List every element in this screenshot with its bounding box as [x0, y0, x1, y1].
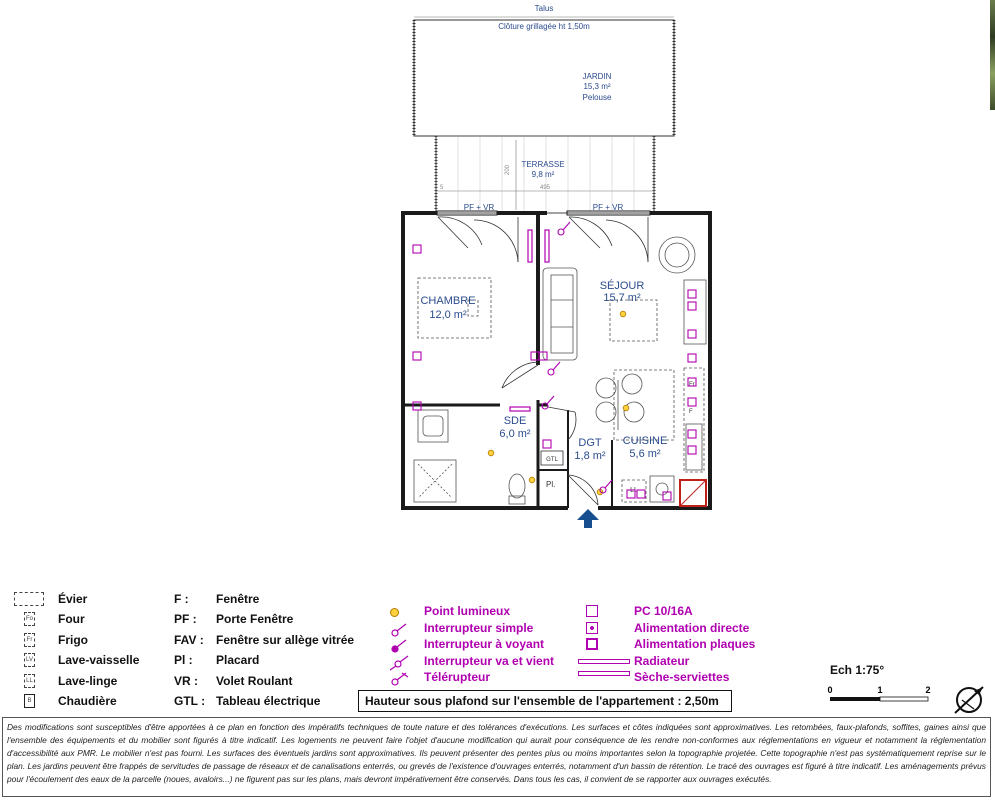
four-icon: Fo — [24, 612, 35, 626]
elec-label-seche-serviettes: Sèche-serviettes — [634, 670, 730, 684]
room-sde-area: 6,0 m² — [499, 428, 531, 440]
abbr-label-f: Fenêtre — [216, 592, 260, 606]
lave-vaisselle-icon: LV — [24, 653, 35, 667]
abbr-label-vr: Volet Roulant — [216, 673, 293, 688]
dining-table-icon — [596, 370, 674, 440]
abbr-code-f: F : — [174, 592, 189, 606]
terrasse-name: TERRASSE — [521, 160, 565, 169]
legend-abbreviations — [174, 589, 364, 711]
terrasse-dim-w: 495 — [539, 185, 551, 191]
elec-label-alimentation-directe: Alimentation directe — [634, 620, 750, 635]
lave-linge-icon: LL — [24, 674, 35, 688]
abbr-label-gtl: Tableau électrique — [216, 693, 321, 708]
elec-label-telerupteur: Télérupteur — [424, 670, 491, 684]
gtl-label: GTL — [546, 457, 558, 463]
ll-label: LL — [630, 487, 638, 494]
abbr-label-fav: Fenêtre sur allège vitrée — [216, 632, 355, 647]
scale-tick-0: 0 — [827, 685, 833, 695]
elec-label-interrupteur-voyant: Interrupteur à voyant — [424, 637, 545, 651]
room-sde-name: SDE — [503, 415, 527, 427]
room-dgt-name: DGT — [578, 437, 602, 449]
room-chambre-name: CHAMBRE — [420, 295, 476, 307]
elec-label-alimentation-plaques: Alimentation plaques — [634, 637, 756, 651]
abbr-code-pf: PF : — [174, 612, 197, 627]
door-swings — [438, 217, 648, 505]
fr-label: Fr — [689, 382, 695, 388]
room-cuisine-name: CUISINE — [622, 435, 668, 447]
abbr-code-fav: FAV : — [174, 632, 204, 647]
radiateur-legend-icon — [578, 659, 630, 664]
legend-label-frigo: Frigo — [58, 632, 88, 647]
elec-label-interrupteur-simple: Interrupteur simple — [424, 620, 534, 635]
evier-icon — [14, 592, 44, 606]
terrasse-dim-small: 5 — [440, 185, 444, 191]
abbr-label-pf: Porte Fenêtre — [216, 612, 294, 627]
elec-label-interrupteur-va-vient: Interrupteur va et vient — [424, 653, 555, 668]
coffee-table-icon — [610, 300, 657, 341]
terrasse-dim-h: 200 — [505, 164, 511, 175]
point-lumineux-legend-icon — [390, 608, 399, 617]
talus-label: Talus — [534, 4, 554, 13]
abbr-code-gtl: GTL : — [174, 693, 206, 708]
elec-label-point-lumineux: Point lumineux — [424, 604, 511, 618]
cloture-label: Clôture grillagée ht 1,50m — [498, 22, 590, 31]
point-lumineux-icon — [488, 311, 629, 495]
exterior-walls — [403, 213, 710, 508]
chaudiere-legend-icon: B — [24, 694, 35, 708]
bed-icon — [418, 278, 491, 338]
frigo-icon: Fr — [24, 633, 35, 647]
elec-label-pc: PC 10/16A — [634, 604, 693, 618]
jardin-sub: Pelouse — [582, 93, 612, 102]
edge-photo-strip — [990, 0, 995, 110]
scale-tick-1: 1 — [877, 685, 883, 695]
elec-label-radiateur: Radiateur — [634, 653, 690, 668]
alimentation-plaques-legend-icon — [586, 638, 598, 650]
room-chambre-area: 12,0 m² — [429, 309, 467, 321]
sofa-icon — [543, 268, 577, 360]
jardin-name: JARDIN — [582, 72, 612, 81]
legend-label-evier: Évier — [58, 592, 88, 606]
seche-serviettes-legend-icon — [578, 671, 630, 676]
placard-label: Pl. — [546, 480, 556, 489]
scale-bar — [826, 684, 936, 708]
room-dgt-area: 1,8 m² — [574, 450, 606, 462]
disclaimer-text: Des modifications sont susceptibles d'être apportées à ce plan en fonction des impératifs techniques de toute nature et des tolérances d'exécutions. Les surfaces et côtes indiquées sont approximatives. Les retombées, faux-plafonds, soffites, gaines ainsi que l'ensemble des équipements et du mobilier sont figurés à titre indicatif. Les logements ne peuvent faire l'objet d'aucune modification qui aurait pour conséquence de les rendre non-conformes aux réglementations en vigueur et notamment la réglementation d'accessibilité aux PMR. Le mobilier n'est pas fourni. Les surfaces des éventuels jardins sont approximatives. Ils peuvent présenter des pentes plus ou moins importantes selon la topographie projetée. Cette topographie n'est pas systématiquement reprise sur le plan. Les jardins peuvent être frappés de servitudes de passage de réseaux et de canalisations enterrés, ou grevés de l'existence d'ouvrages enterrés, notamment d'un bassin de rétention. Le tracé des ouvrages est figuré à titre indicatif. Les aménagements prévus pour l'écoulement des eaux de la parcelle (noues, avaloirs...) ne figurent pas sur les plans, mais devront impérativement être conservés. Dans tous les cas, il convient de se rapporter aux ouvrages exécutés. — [2, 717, 991, 797]
scale-label: Ech 1:75° — [830, 663, 885, 677]
abbr-code-pl: Pl : — [174, 653, 193, 668]
entry-arrow-icon — [577, 509, 599, 528]
legend-label-chaudiere: Chaudière — [58, 693, 117, 708]
room-cuisine-area: 5,6 m² — [629, 448, 661, 460]
legend-electric-2 — [578, 603, 788, 686]
abbr-code-vr: VR : — [174, 673, 198, 688]
legend-label-four: Four — [58, 612, 85, 627]
opening-label-1: PF + VR — [463, 203, 495, 212]
height-note: Hauteur sous plafond sur l'ensemble de l'appartement : 2,50m — [358, 690, 732, 712]
jardin-area — [414, 17, 674, 136]
scale-tick-2: 2 — [925, 685, 931, 695]
armchair-icon — [659, 237, 695, 273]
telerupteur-legend-icon — [390, 671, 412, 687]
jardin-area-value: 15,3 m² — [583, 82, 611, 91]
pc-legend-icon — [586, 605, 598, 617]
legend-electric-1 — [390, 603, 590, 686]
alimentation-directe-legend-icon — [586, 622, 598, 634]
room-sejour-area: 15,7 m² — [603, 292, 641, 304]
terrasse-area-value: 9,8 m² — [531, 170, 555, 179]
f-label: F — [689, 409, 693, 415]
legend-label-lave-linge: Lave-linge — [58, 673, 118, 688]
interior-walls — [405, 215, 612, 508]
legend-label-lave-vaisselle: Lave-vaisselle — [58, 653, 140, 668]
north-arrow-icon — [952, 683, 986, 717]
abbr-label-pl: Placard — [216, 653, 260, 668]
opening-label-2: PF + VR — [592, 203, 624, 212]
room-sejour-name: SÉJOUR — [599, 280, 645, 292]
